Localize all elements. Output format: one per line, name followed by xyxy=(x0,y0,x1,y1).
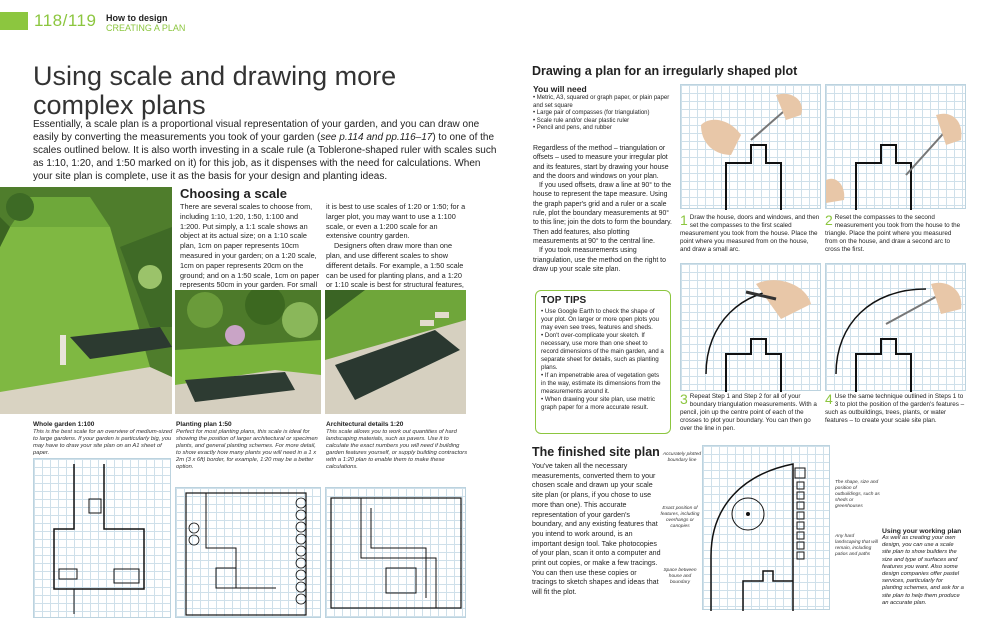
top-tips-box xyxy=(535,290,671,434)
step4-caption: 4 Use the same technique outlined in Steps 1 to 3 to plot the position of the garden's features – such as outbuildings, trees, plants, or water features – to create your scale site plan. xyxy=(825,391,965,424)
annotation-space: Space between house and boundary xyxy=(663,568,697,585)
annotation-outbuildings: The shape, size and position of outbuildings, such as sheds or greenhouses xyxy=(835,480,880,509)
step3-photo xyxy=(680,263,821,391)
working-plan-text: As well as creating your own design, you can use a scale site plan to show builders the size and type of surfaces and features you want. Also some design companies offer pastel services, particularly for planting schemes, and ask for a site plan to help them produce an accurate plan. xyxy=(882,535,964,606)
irregular-plot-heading: Drawing a plan for an irregularly shaped plot xyxy=(532,64,798,78)
page-color-tab xyxy=(0,12,28,30)
step4-photo xyxy=(825,263,966,391)
architectural-details-photo xyxy=(325,290,466,414)
step3-caption: 3 Repeat Step 1 and Step 2 for all of your boundary triangulation measurements. With a pencil, join up the centre point of each of the crosses to plot your boundary. You can then go over the line in pen. xyxy=(680,391,817,432)
caption-planting-plan: Planting plan 1:50 Perfect for most planting plans, this scale is ideal for showing the position of larger architectural or specimen plants, and general planting schemes. For more detail, to show exactly how many plants you will need in a 1 x 2m (3 x 6ft) border, for example, 1:20 may be a better option. xyxy=(176,421,318,470)
architectural-plan-drawing xyxy=(325,487,466,618)
section-label: How to design xyxy=(106,13,168,23)
you-will-need-heading: You will need xyxy=(533,84,587,94)
step2-caption: 2 Reset the compasses to the second measurement you took from the house to the triangle. Place the point where you measured from on the house, and draw a second arc to cross the first. xyxy=(825,212,961,253)
top-tips-list: • Use Google Earth to check the shape of your plot. On larger or more open plots you may even see trees, features and sheds. • Don't over-complicate your sketch. If necessary, use more than one sheet to record dimensions of the main garden, and a separate sheet for details, such as planting plans. • If an impenetrable area of vegetation gets in the way, estimate its dimensions from the measurements around it. • When drawing your site plan, use metric graph paper for a more accurate result. xyxy=(541,308,665,412)
intro-paragraph: Essentially, a scale plan is a proportional visual representation of your garden, and you can draw one easily by converting the measurements you took of your garden (see p.114 and pp.116–17) to one of the scales outlined below. It is also worth investing in a scale rule (a Toblerone-shaped ruler with scales such as 1:10, 1:20, and 1:50 marked on it) for this job, as it dispenses with the need for calculations. When your site plan is complete, use it as the basis for your design and planting ideas. xyxy=(33,119,497,182)
choosing-scale-col2: it is best to use scales of 1:20 or 1:50; for a larger plot, you may want to use a 1:100 scale, or even a 1:200 scale for an extensive country garden. Designers often draw more than one plan, and use different scales to show different details. For example, a 1:50 scale can be used for planting plans, and a 1:20 or 1:10 scale is best for structural features, xyxy=(326,202,466,290)
annotation-features: Exact position of features, including overhangs or canopies xyxy=(660,506,700,529)
method-text: Regardless of the method – triangulation or offsets – used to measure your irregular plot and its features, start by drawing your house and the doors and windows on your plan. If you used offsets, draw a line at 90° to the house to represent the tape measure. Using the graph paper's grid and a ruler or a scale rule, plot the boundary measurements at 90° to this line; join the dots to form the boundary. Then add features, also plotting measurements at 90° to the central line. If you took measurements using triangulation, use the method on the right to draw up your scale site plan. xyxy=(533,145,672,273)
you-will-need-list: • Metric, A3, squared or graph paper, or plain paper and set square • Large pair of compasses (for triangulation) • Scale rule and/or clear plastic ruler • Pencil and pens, and rubber xyxy=(533,95,673,133)
page-numbers: 118/119 xyxy=(34,11,97,30)
finished-site-plan-drawing xyxy=(702,445,830,610)
finished-plan-heading: The finished site plan xyxy=(532,445,660,459)
step1-photo xyxy=(680,84,821,209)
caption-architectural: Architectural details 1:20 This scale allows you to work out quantities of hard landscaping materials, such as pavers. Use it to calculate the exact numbers you will need if building garden features yourself, or supply building contractors with a 1:20 plan to enable them to make these calculations. xyxy=(326,421,468,470)
running-head xyxy=(106,13,185,33)
annotation-boundary: Accurately plotted boundary line xyxy=(662,452,702,463)
choosing-scale-heading: Choosing a scale xyxy=(180,186,287,201)
caption-whole-garden: Whole garden 1:100 This is the best scale for an overview of medium-sized to large gardens. If your garden is particularly big, you may have to draw your site plan on an A1 sheet of paper. xyxy=(33,421,173,456)
subsection-label: CREATING A PLAN xyxy=(106,23,186,33)
planting-plan-photo xyxy=(175,290,321,414)
working-plan-box xyxy=(882,528,964,607)
choosing-scale-col1: There are several scales to choose from, including 1:10, 1:20, 1:50, 1:100 and 1:200. Put simply, a 1:1 scale shows an object at its actual size; on a 1:10 scale plan, 1cm on paper represents 10cm measured in your garden; on a 1:20 scale, 1cm on paper represents 20cm on the ground; and on a 1:50 scale, 1cm on paper represents 50cm in your garden. For small xyxy=(180,202,320,290)
step1-caption: 1 Draw the house, doors and windows, and then set the compasses to the first scaled measurement you took from the house. Place the point where you measured from on the house, and draw a small arc. xyxy=(680,212,820,253)
you-will-need-box xyxy=(533,84,673,133)
whole-garden-photo xyxy=(0,187,172,414)
working-plan-heading: Using your working plan xyxy=(882,528,962,535)
annotation-hard-landscaping: Any hard landscaping that will remain, including patios and paths xyxy=(835,534,878,557)
whole-garden-plan-drawing xyxy=(33,458,171,618)
page-title: Using scale and drawing more complex plans xyxy=(33,61,397,120)
top-tips-heading: TOP TIPS xyxy=(541,295,587,306)
finished-plan-text: You've taken all the necessary measurements, converted them to your chosen scale and drawn up your scale site plan (or plans, if you chose to use more than one). This accurate representation of your garden's boundary, and any existing features that you intend to work around, is an important design tool. Take photocopies of your plan, scan it onto a computer and print out copies, or make a few tracings. You can then use these copies or tracings to sketch shapes and ideas that will fit the plot. xyxy=(532,462,661,597)
step2-photo xyxy=(825,84,966,209)
planting-plan-drawing xyxy=(175,487,321,618)
